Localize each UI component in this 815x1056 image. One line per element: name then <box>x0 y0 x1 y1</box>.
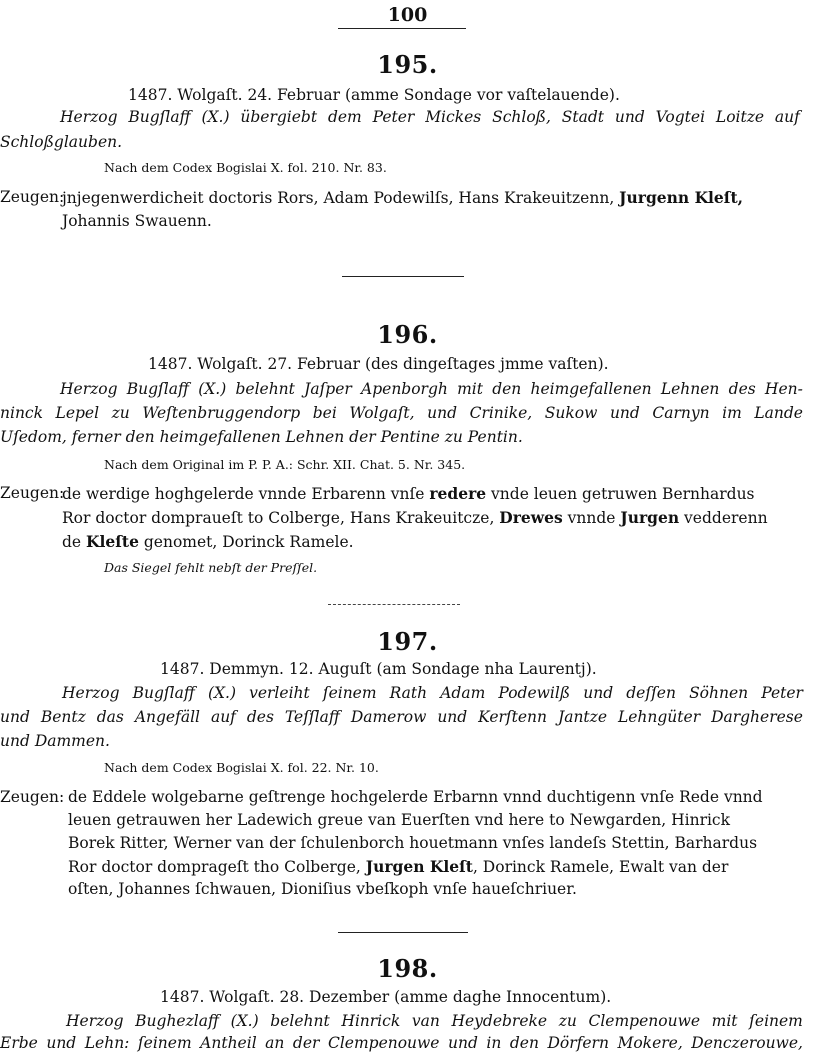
entry-number: 196. <box>377 320 438 349</box>
witness-line: Borek Ritter, Werner van der ſchulenborch houetmann vnſes landeſs Stettin, Barhardus <box>68 834 758 852</box>
witness-line: Ror doctor domprageſt tho Colberge, Jurgen Kleſt, Dorinck Ramele, Ewalt van der <box>68 857 729 876</box>
entry-source: Nach dem Codex Bogislai X. fol. 210. Nr. 83. <box>104 160 387 175</box>
section-divider <box>328 604 460 605</box>
witness-line: de Eddele wolgebarne geſtrenge hochgelerde Erbarnn vnnd duchtigenn vnſe Rede vnnd <box>68 788 763 806</box>
entry-dateline: 1487. Wolgaſt. 24. Februar (amme Sondage vor vaſtelauende). <box>128 86 620 104</box>
entry-summary-line: und Bentz das Angefäll auf des Teſſlaff Damerow und Kerſtenn Jantze Lehngüter Dargherese <box>0 708 803 726</box>
entry-summary-line: Uſedom, ferner den heimgefallenen Lehnen der Pentine zu Pentin. <box>0 428 523 446</box>
entry-summary-line: Schloßglauben. <box>0 133 123 151</box>
entry-number: 195. <box>377 50 438 79</box>
entry-source: Nach dem Codex Bogislai X. fol. 22. Nr. 10. <box>104 760 379 775</box>
witness-label: Zeugen: <box>0 188 65 206</box>
entry-summary-line: Herzog Bughezlaff (X.) belehnt Hinrick van Heydebreke zu Clempenouwe mit ſeinem <box>66 1012 803 1030</box>
entry-dateline: 1487. Wolgaſt. 27. Februar (des dingeſtages jmme vaſten). <box>148 355 609 373</box>
section-divider <box>338 932 468 933</box>
entry-dateline: 1487. Demmyn. 12. Auguſt (am Sondage nha Laurentj). <box>160 660 597 678</box>
section-divider <box>342 276 464 277</box>
entry-summary-line: Herzog Bugſlaff (X.) übergiebt dem Peter Mickes Schloß, Stadt und Vogtei Loitze auf <box>60 108 800 126</box>
witness-label: Zeugen: <box>0 484 65 502</box>
witness-line: Johannis Swauenn. <box>62 212 212 230</box>
header-rule <box>338 28 466 29</box>
witness-line: de Kleſte genomet, Dorinck Ramele. <box>62 532 354 551</box>
entry-summary-line: Erbe und Lehn: ſeinem Antheil an der Clempenouwe und in den Dörfern Mokere, Denczerouwe, <box>0 1034 803 1052</box>
entry-note: Das Siegel fehlt nebſt der Preſſel. <box>104 560 318 575</box>
witness-line: leuen getrauwen her Ladewich greue van Euerſten vnd here to Newgarden, Hinrick <box>68 811 731 829</box>
entry-summary-line: und Dammen. <box>0 732 110 750</box>
witness-label: Zeugen: <box>0 788 65 806</box>
entry-summary-line: ninck Lepel zu Weſtenbruggendorp bei Wolgaſt, und Crinike, Sukow und Carnyn im Lande <box>0 404 803 422</box>
witness-line: Ror doctor dompraueſt to Colberge, Hans Krakeuitcze, Drewes vnnde Jurgen vedderenn <box>62 508 768 527</box>
entry-number: 197. <box>377 627 438 656</box>
entry-summary-line: Herzog Bugſlaff (X.) belehnt Jaſper Apenborgh mit den heimgefallenen Lehnen des Hen- <box>60 380 803 398</box>
witness-line: de werdige hoghgelerde vnnde Erbarenn vnſe redere vnde leuen getruwen Bernhardus <box>62 484 755 503</box>
witness-line: oſten, Johannes ſchwauen, Dioniſius vbeſkoph vnſe haueſchriuer. <box>68 880 577 898</box>
entry-number: 198. <box>377 954 438 983</box>
entry-summary-line: Herzog Bugſlaff (X.) verleiht ſeinem Rath Adam Podewilß und deſſen Söhnen Peter <box>62 684 803 702</box>
witness-line: jnjegenwerdicheit doctoris Rors, Adam Podewilſs, Hans Krakeuitzenn, Jurgenn Kleſt, <box>62 188 744 207</box>
entry-dateline: 1487. Wolgaſt. 28. Dezember (amme daghe Innocentum). <box>160 988 612 1006</box>
page-number: 100 <box>387 4 428 26</box>
entry-source: Nach dem Original im P. P. A.: Schr. XII. Chat. 5. Nr. 345. <box>104 457 466 472</box>
